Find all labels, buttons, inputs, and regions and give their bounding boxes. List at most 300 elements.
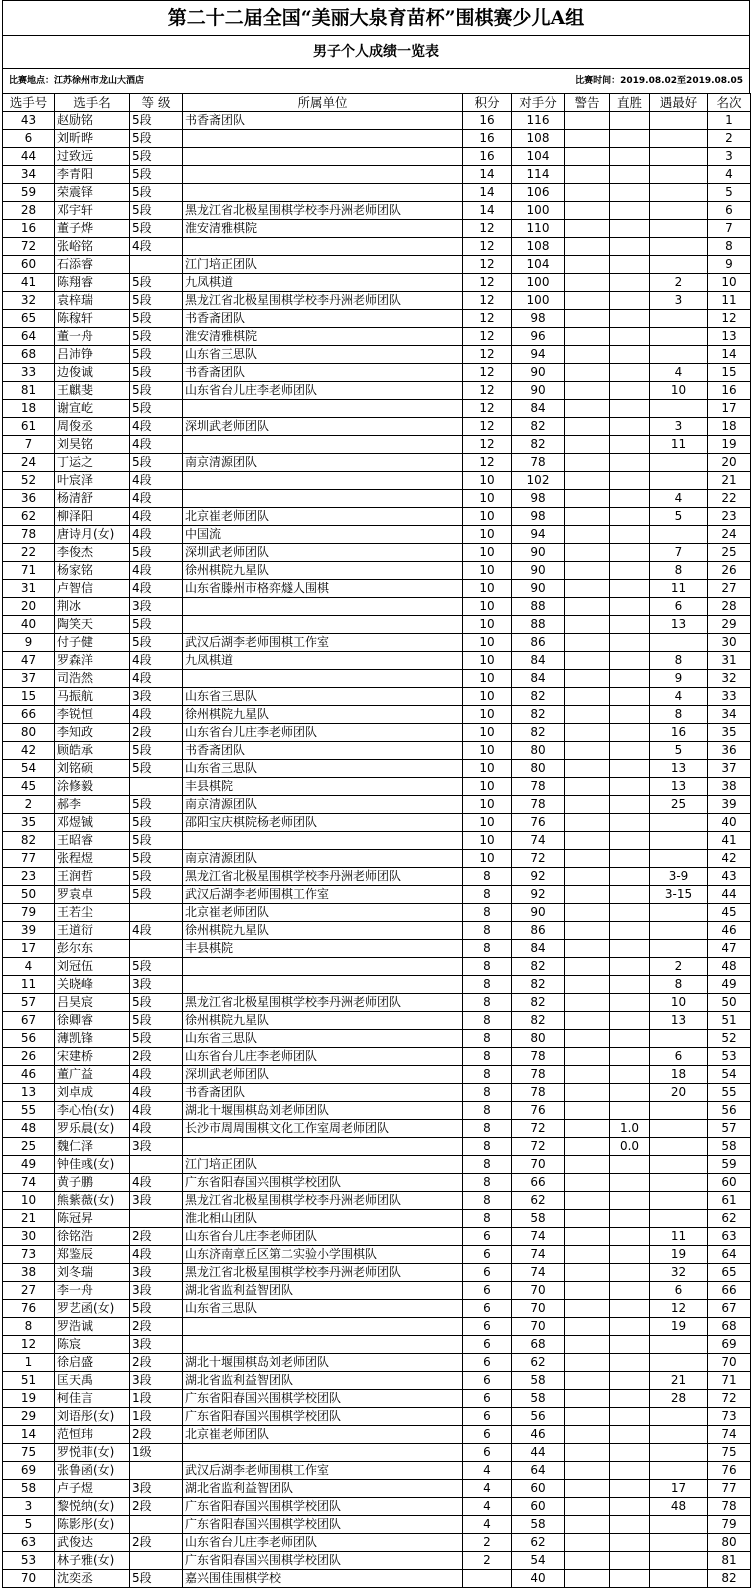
- cell-opp-score: 114: [512, 166, 565, 184]
- cell-place: 33: [708, 688, 751, 706]
- cell-place: 75: [708, 1444, 751, 1462]
- cell-place: 42: [708, 850, 751, 868]
- cell-direct-win: [610, 1282, 650, 1300]
- table-row: [3, 1246, 751, 1264]
- cell-player-no: 42: [3, 742, 55, 760]
- table-row: [3, 1570, 751, 1588]
- cell-opp-score: 100: [512, 292, 565, 310]
- cell-team: 湖北省监利益智团队: [183, 1282, 463, 1300]
- cell-rank: 5段: [130, 112, 183, 130]
- cell-player-no: 9: [3, 634, 55, 652]
- cell-rank: 4段: [130, 706, 183, 724]
- table-row: [3, 184, 751, 202]
- table-row: [3, 976, 751, 994]
- cell-player-name: 徐卿睿: [55, 1012, 130, 1030]
- cell-rank: 5段: [130, 292, 183, 310]
- cell-direct-win: [610, 1156, 650, 1174]
- cell-points: 8: [463, 1012, 512, 1030]
- cell-place: 65: [708, 1264, 751, 1282]
- cell-team: 山东省台儿庄李老师团队: [183, 1228, 463, 1246]
- cell-place: 12: [708, 310, 751, 328]
- cell-team: 山东省三思队: [183, 346, 463, 364]
- cell-player-name: 李心怡(女): [55, 1102, 130, 1120]
- cell-player-no: 16: [3, 220, 55, 238]
- cell-warning: [565, 1426, 610, 1444]
- cell-place: 18: [708, 418, 751, 436]
- cell-place: 82: [708, 1570, 751, 1588]
- cell-team: 北京崔老师团队: [183, 508, 463, 526]
- cell-direct-win: [610, 1426, 650, 1444]
- cell-best-opp: 11: [650, 1228, 708, 1246]
- cell-player-name: 郑鉴辰: [55, 1246, 130, 1264]
- cell-team: 山东省台儿庄李老师团队: [183, 1048, 463, 1066]
- cell-warning: [565, 778, 610, 796]
- cell-place: 19: [708, 436, 751, 454]
- cell-place: 52: [708, 1030, 751, 1048]
- cell-warning: [565, 1084, 610, 1102]
- cell-points: 8: [463, 1066, 512, 1084]
- cell-place: 48: [708, 958, 751, 976]
- cell-place: 16: [708, 382, 751, 400]
- cell-warning: [565, 706, 610, 724]
- cell-opp-score: 94: [512, 526, 565, 544]
- results-sheet: [2, 0, 750, 1588]
- table-row: [3, 1372, 751, 1390]
- cell-rank: 5段: [130, 814, 183, 832]
- cell-team: [183, 490, 463, 508]
- cell-direct-win: [610, 1210, 650, 1228]
- cell-place: 17: [708, 400, 751, 418]
- cell-place: 32: [708, 670, 751, 688]
- cell-warning: [565, 670, 610, 688]
- cell-rank: 2段: [130, 1426, 183, 1444]
- cell-rank: 3段: [130, 1192, 183, 1210]
- cell-points: 10: [463, 634, 512, 652]
- cell-player-no: 46: [3, 1066, 55, 1084]
- table-row: [3, 814, 751, 832]
- cell-team: 徐州棋院九星队: [183, 706, 463, 724]
- cell-player-no: 30: [3, 1228, 55, 1246]
- cell-opp-score: 108: [512, 130, 565, 148]
- cell-opp-score: 88: [512, 598, 565, 616]
- cell-direct-win: [610, 994, 650, 1012]
- cell-best-opp: 10: [650, 382, 708, 400]
- cell-player-name: 徐铭浩: [55, 1228, 130, 1246]
- cell-player-name: 范恒玮: [55, 1426, 130, 1444]
- col-header-warning: 警告: [565, 94, 610, 112]
- cell-warning: [565, 112, 610, 130]
- cell-points: 8: [463, 1138, 512, 1156]
- cell-team: 徐州棋院九星队: [183, 922, 463, 940]
- cell-rank: 5段: [130, 634, 183, 652]
- cell-place: 74: [708, 1426, 751, 1444]
- cell-player-name: 李俊杰: [55, 544, 130, 562]
- cell-points: 10: [463, 778, 512, 796]
- cell-opp-score: 106: [512, 184, 565, 202]
- cell-best-opp: [650, 1444, 708, 1462]
- cell-player-name: 黎悦纳(女): [55, 1498, 130, 1516]
- cell-opp-score: 54: [512, 1552, 565, 1570]
- cell-team: [183, 1336, 463, 1354]
- cell-points: 8: [463, 1120, 512, 1138]
- cell-best-opp: 12: [650, 1300, 708, 1318]
- cell-place: 25: [708, 544, 751, 562]
- cell-player-name: 边俊诚: [55, 364, 130, 382]
- cell-best-opp: 48: [650, 1498, 708, 1516]
- cell-best-opp: [650, 454, 708, 472]
- cell-player-no: 53: [3, 1552, 55, 1570]
- cell-player-name: 涂修毅: [55, 778, 130, 796]
- cell-team: 广东省阳春国兴围棋学校团队: [183, 1408, 463, 1426]
- col-header-best-opp: 遇最好: [650, 94, 708, 112]
- cell-rank: [130, 256, 183, 274]
- cell-place: 45: [708, 904, 751, 922]
- cell-rank: 5段: [130, 184, 183, 202]
- cell-opp-score: 40: [512, 1570, 565, 1588]
- cell-warning: [565, 148, 610, 166]
- cell-points: 12: [463, 220, 512, 238]
- cell-warning: [565, 454, 610, 472]
- cell-best-opp: [650, 346, 708, 364]
- cell-rank: 5段: [130, 832, 183, 850]
- cell-opp-score: 90: [512, 364, 565, 382]
- cell-best-opp: 11: [650, 436, 708, 454]
- cell-warning: [565, 1210, 610, 1228]
- cell-best-opp: 25: [650, 796, 708, 814]
- cell-team: 深圳武老师团队: [183, 1066, 463, 1084]
- cell-place: 21: [708, 472, 751, 490]
- cell-rank: 4段: [130, 1174, 183, 1192]
- cell-player-no: 55: [3, 1102, 55, 1120]
- cell-points: 6: [463, 1354, 512, 1372]
- cell-warning: [565, 436, 610, 454]
- cell-points: 6: [463, 1246, 512, 1264]
- cell-team: 武汉后湖李老师围棋工作室: [183, 634, 463, 652]
- venue-text: 比赛地点：江苏徐州市龙山大酒店: [9, 76, 145, 86]
- cell-team: 黑龙江省北极星围棋学校李丹洲老师团队: [183, 868, 463, 886]
- cell-opp-score: 70: [512, 1300, 565, 1318]
- cell-place: 69: [708, 1336, 751, 1354]
- cell-warning: [565, 346, 610, 364]
- cell-player-no: 29: [3, 1408, 55, 1426]
- cell-direct-win: [610, 1066, 650, 1084]
- table-row: [3, 1012, 751, 1030]
- cell-best-opp: 13: [650, 616, 708, 634]
- table-row: [3, 778, 751, 796]
- cell-team: 山东省台儿庄李老师团队: [183, 724, 463, 742]
- cell-best-opp: [650, 220, 708, 238]
- cell-warning: [565, 1174, 610, 1192]
- cell-direct-win: [610, 688, 650, 706]
- cell-points: 12: [463, 292, 512, 310]
- cell-player-no: 27: [3, 1282, 55, 1300]
- cell-points: 6: [463, 1300, 512, 1318]
- cell-points: 10: [463, 562, 512, 580]
- cell-place: 62: [708, 1210, 751, 1228]
- cell-opp-score: 58: [512, 1390, 565, 1408]
- cell-rank: 2段: [130, 1048, 183, 1066]
- cell-team: 山东省三思队: [183, 1030, 463, 1048]
- cell-warning: [565, 958, 610, 976]
- cell-points: 12: [463, 346, 512, 364]
- cell-points: 6: [463, 1426, 512, 1444]
- table-row: [3, 1498, 751, 1516]
- cell-place: 76: [708, 1462, 751, 1480]
- cell-warning: [565, 1246, 610, 1264]
- cell-warning: [565, 850, 610, 868]
- cell-team: [183, 166, 463, 184]
- table-row: [3, 508, 751, 526]
- cell-points: 8: [463, 976, 512, 994]
- cell-team: 南京清源团队: [183, 796, 463, 814]
- cell-points: 4: [463, 1462, 512, 1480]
- cell-player-no: 8: [3, 1318, 55, 1336]
- cell-player-no: 2: [3, 796, 55, 814]
- cell-rank: 3段: [130, 1336, 183, 1354]
- cell-points: 12: [463, 382, 512, 400]
- cell-warning: [565, 544, 610, 562]
- cell-team: 广东省阳春国兴围棋学校团队: [183, 1498, 463, 1516]
- cell-player-no: 4: [3, 958, 55, 976]
- cell-player-no: 49: [3, 1156, 55, 1174]
- cell-direct-win: [610, 472, 650, 490]
- cell-warning: [565, 742, 610, 760]
- cell-rank: 5段: [130, 346, 183, 364]
- cell-place: 4: [708, 166, 751, 184]
- cell-warning: [565, 166, 610, 184]
- cell-best-opp: [650, 1120, 708, 1138]
- cell-direct-win: [610, 1462, 650, 1480]
- cell-place: 66: [708, 1282, 751, 1300]
- cell-rank: 3段: [130, 1264, 183, 1282]
- cell-warning: [565, 1102, 610, 1120]
- cell-best-opp: [650, 1408, 708, 1426]
- cell-best-opp: 21: [650, 1372, 708, 1390]
- cell-warning: [565, 1066, 610, 1084]
- table-row: [3, 346, 751, 364]
- cell-warning: [565, 1228, 610, 1246]
- cell-points: 4: [463, 1516, 512, 1534]
- cell-best-opp: [650, 1138, 708, 1156]
- cell-points: 8: [463, 958, 512, 976]
- cell-player-name: 柳泽阳: [55, 508, 130, 526]
- cell-direct-win: [610, 202, 650, 220]
- table-row: [3, 1444, 751, 1462]
- cell-direct-win: [610, 598, 650, 616]
- cell-player-name: 付子健: [55, 634, 130, 652]
- cell-direct-win: [610, 1048, 650, 1066]
- cell-place: 37: [708, 760, 751, 778]
- table-row: [3, 274, 751, 292]
- cell-direct-win: [610, 814, 650, 832]
- cell-team: 丰县棋院: [183, 778, 463, 796]
- cell-place: 8: [708, 238, 751, 256]
- cell-team: 山东济南章丘区第二实验小学围棋队: [183, 1246, 463, 1264]
- cell-warning: [565, 1156, 610, 1174]
- cell-warning: [565, 1300, 610, 1318]
- cell-direct-win: [610, 1408, 650, 1426]
- cell-rank: 4段: [130, 1102, 183, 1120]
- cell-player-name: 赵励铭: [55, 112, 130, 130]
- cell-opp-score: 90: [512, 382, 565, 400]
- cell-points: 14: [463, 184, 512, 202]
- cell-player-name: 魏仁泽: [55, 1138, 130, 1156]
- table-row: [3, 166, 751, 184]
- cell-warning: [565, 418, 610, 436]
- cell-rank: 3段: [130, 1282, 183, 1300]
- cell-best-opp: 11: [650, 580, 708, 598]
- cell-points: 6: [463, 1390, 512, 1408]
- cell-player-no: 51: [3, 1372, 55, 1390]
- cell-player-name: 王道衍: [55, 922, 130, 940]
- cell-team: [183, 832, 463, 850]
- table-row: [3, 1426, 751, 1444]
- cell-direct-win: [610, 868, 650, 886]
- cell-direct-win: [610, 1264, 650, 1282]
- cell-opp-score: 46: [512, 1426, 565, 1444]
- cell-team: [183, 130, 463, 148]
- cell-team: 山东省滕州市格弈燧人围棋: [183, 580, 463, 598]
- cell-rank: 4段: [130, 526, 183, 544]
- cell-player-name: 刘昊铭: [55, 436, 130, 454]
- table-row: [3, 526, 751, 544]
- cell-best-opp: 4: [650, 490, 708, 508]
- cell-best-opp: [650, 1570, 708, 1588]
- cell-points: 10: [463, 688, 512, 706]
- cell-player-no: 56: [3, 1030, 55, 1048]
- cell-place: 79: [708, 1516, 751, 1534]
- cell-points: 12: [463, 328, 512, 346]
- cell-player-no: 31: [3, 580, 55, 598]
- cell-rank: 3段: [130, 1372, 183, 1390]
- cell-player-no: 43: [3, 112, 55, 130]
- cell-direct-win: [610, 418, 650, 436]
- cell-rank: 4段: [130, 670, 183, 688]
- table-row: [3, 598, 751, 616]
- cell-direct-win: [610, 580, 650, 598]
- table-row: [3, 544, 751, 562]
- cell-player-name: 王润哲: [55, 868, 130, 886]
- cell-player-name: 卢智信: [55, 580, 130, 598]
- cell-direct-win: [610, 238, 650, 256]
- table-row: [3, 454, 751, 472]
- cell-direct-win: [610, 1354, 650, 1372]
- cell-player-no: 52: [3, 472, 55, 490]
- col-header-direct-win: 直胜: [610, 94, 650, 112]
- cell-rank: 5段: [130, 328, 183, 346]
- cell-player-name: 荣震铎: [55, 184, 130, 202]
- cell-rank: 1段: [130, 1390, 183, 1408]
- cell-direct-win: [610, 796, 650, 814]
- cell-best-opp: 32: [650, 1264, 708, 1282]
- cell-direct-win: [610, 382, 650, 400]
- cell-points: 10: [463, 652, 512, 670]
- cell-warning: [565, 1498, 610, 1516]
- cell-rank: 2段: [130, 724, 183, 742]
- cell-player-no: 21: [3, 1210, 55, 1228]
- table-row: [3, 958, 751, 976]
- cell-rank: 4段: [130, 472, 183, 490]
- table-row: [3, 1516, 751, 1534]
- cell-player-no: 50: [3, 886, 55, 904]
- cell-points: 8: [463, 1102, 512, 1120]
- cell-team: 黑龙江省北极星围棋学校李丹洲老师团队: [183, 1264, 463, 1282]
- cell-warning: [565, 976, 610, 994]
- cell-direct-win: [610, 940, 650, 958]
- cell-opp-score: 78: [512, 778, 565, 796]
- cell-place: 56: [708, 1102, 751, 1120]
- cell-best-opp: [650, 1192, 708, 1210]
- cell-rank: [130, 778, 183, 796]
- cell-place: 3: [708, 148, 751, 166]
- cell-opp-score: 108: [512, 238, 565, 256]
- table-row: [3, 904, 751, 922]
- cell-warning: [565, 1372, 610, 1390]
- table-row: [3, 1264, 751, 1282]
- cell-team: 黑龙江省北极星围棋学校李丹洲老师团队: [183, 994, 463, 1012]
- cell-points: 6: [463, 1264, 512, 1282]
- cell-best-opp: [650, 472, 708, 490]
- cell-opp-score: 80: [512, 742, 565, 760]
- cell-opp-score: 86: [512, 634, 565, 652]
- cell-warning: [565, 634, 610, 652]
- cell-player-name: 杨清舒: [55, 490, 130, 508]
- col-header-opp-score: 对手分: [512, 94, 565, 112]
- cell-best-opp: [650, 1156, 708, 1174]
- cell-opp-score: 82: [512, 418, 565, 436]
- cell-direct-win: [610, 1534, 650, 1552]
- cell-direct-win: [610, 220, 650, 238]
- cell-warning: [565, 1534, 610, 1552]
- table-row: [3, 1192, 751, 1210]
- cell-best-opp: [650, 850, 708, 868]
- cell-opp-score: 82: [512, 436, 565, 454]
- cell-points: 10: [463, 742, 512, 760]
- cell-direct-win: [610, 1246, 650, 1264]
- cell-best-opp: [650, 904, 708, 922]
- results-table: [2, 93, 751, 1588]
- cell-place: 11: [708, 292, 751, 310]
- cell-opp-score: 78: [512, 1084, 565, 1102]
- cell-rank: 5段: [130, 994, 183, 1012]
- cell-opp-score: 82: [512, 1012, 565, 1030]
- cell-points: 6: [463, 1318, 512, 1336]
- cell-player-no: 25: [3, 1138, 55, 1156]
- col-header-points: 积分: [463, 94, 512, 112]
- cell-warning: [565, 220, 610, 238]
- cell-direct-win: [610, 364, 650, 382]
- table-row: [3, 940, 751, 958]
- cell-player-name: 徐启盛: [55, 1354, 130, 1372]
- cell-direct-win: [610, 1498, 650, 1516]
- cell-place: 72: [708, 1390, 751, 1408]
- cell-place: 50: [708, 994, 751, 1012]
- cell-player-name: 周俊丞: [55, 418, 130, 436]
- cell-best-opp: [650, 940, 708, 958]
- cell-best-opp: 5: [650, 742, 708, 760]
- cell-best-opp: 10: [650, 994, 708, 1012]
- cell-direct-win: 1.0: [610, 1120, 650, 1138]
- cell-direct-win: [610, 634, 650, 652]
- cell-direct-win: [610, 850, 650, 868]
- cell-warning: [565, 580, 610, 598]
- cell-direct-win: [610, 1552, 650, 1570]
- cell-opp-score: 74: [512, 1228, 565, 1246]
- cell-warning: [565, 1408, 610, 1426]
- cell-player-name: 罗悦菲(女): [55, 1444, 130, 1462]
- cell-player-name: 过致远: [55, 148, 130, 166]
- cell-best-opp: [650, 1516, 708, 1534]
